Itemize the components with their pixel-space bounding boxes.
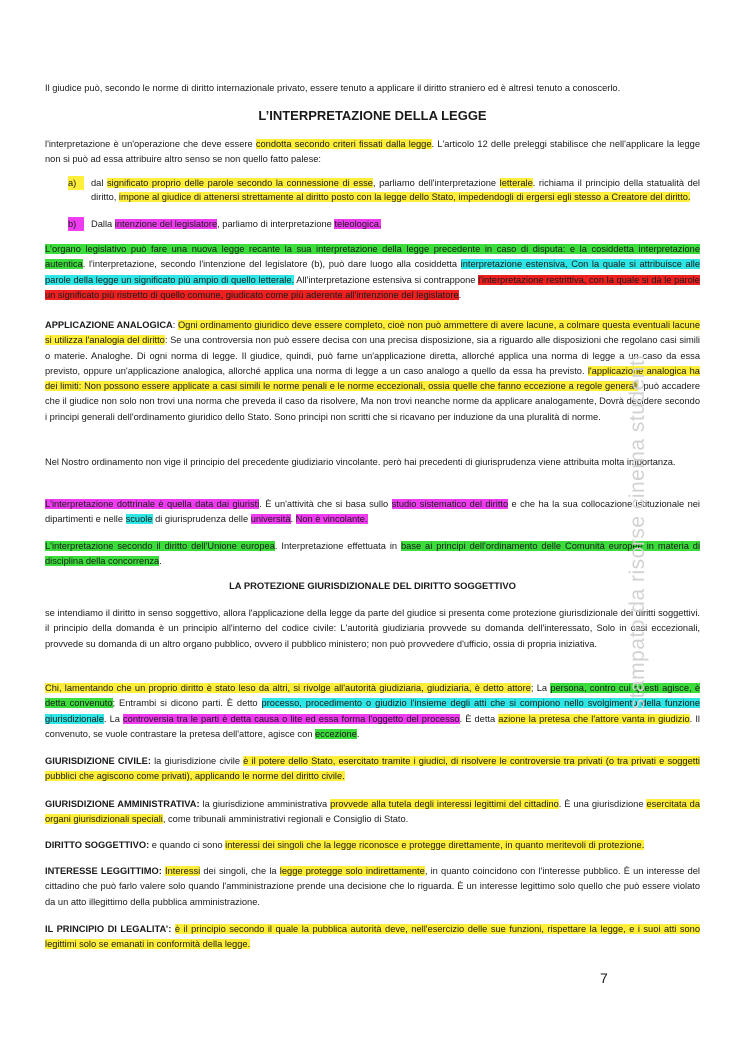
text: , parliamo di interpretazione (217, 219, 335, 229)
highlight: studio sistematico del diritto (391, 499, 509, 509)
highlight: L'interpretazione dottrinale è quella data dai giuristi (45, 499, 260, 509)
paragraph-civil-jurisdiction (45, 754, 700, 785)
paragraph-legitimate-interest (45, 864, 700, 910)
highlight: controversia tra le parti è detta causa o lite ed essa forma l'oggetto del processo (123, 713, 460, 724)
text: . (290, 514, 296, 525)
highlight: legge protegge solo indirettamente (279, 866, 425, 876)
highlight: università (250, 514, 291, 525)
text: , parliamo dell'interpretazione (372, 178, 500, 188)
paragraph-precedent: Nel Nostro ordinamento non vige il principio del precedente giudiziario vincolante. però hai precedenti di giurisprudenza viene attribuita molta importanza. (45, 457, 676, 467)
text: . (356, 728, 360, 739)
text: . È un'attività che si basa sullo (259, 499, 392, 509)
text: e quando ci sono (149, 840, 226, 850)
text: l'interpretazione è un'operazione che deve essere (45, 139, 256, 149)
highlight: significato proprio delle parole secondo la connessione di esse (107, 178, 373, 188)
highlight: base ai principi dell'ordinamento delle Comunità europee in materia di disciplina della concorrenza (45, 541, 701, 567)
highlight: provvede alla tutela degli interessi legittimi del cittadino (330, 799, 559, 809)
paragraph-analogical-application (45, 318, 700, 425)
paragraph-eu-interpretation (45, 539, 700, 570)
text: . l'interpretazione, secondo l'intenzione del legislatore (b), può dare luogo alla cosiddetta (82, 259, 461, 270)
highlight: condotta secondo criteri fissati dalla legge (255, 139, 432, 149)
list-item-a (70, 176, 700, 204)
text: ; Entrambi si dicono parti. È detto (112, 698, 262, 709)
highlight: l'applicazione analogica ha dei limiti: Non possono essere applicate a casi simili le norme penali e le norme eccezionali, ossia quelle che fanno eccezione a regole generali (45, 365, 700, 392)
text: : Se una controversia non può essere decisa con una precisa disposizione, sia a riguardo alle disposizioni che regolano casi simili o materie. Analoghe. Di ogni norma di legge. Il giudice, quindi, può farne un'applicazione diretta, allorché applica una norma di legge a un caso da essa previsto, oppure un'applicazione analogica, allorché applica una norma di legge a un caso analogo a quello da essa ha previsto. (45, 335, 700, 376)
text: dei singoli, che la (200, 866, 280, 876)
text: . Interpretazione effettuata in (274, 541, 401, 551)
highlight: l'interpretazione restrittiva, con la quale si dà le parole un significato più ristretto di quello comune, giudicato come più aderente all'intenzione del legislatore (45, 274, 700, 300)
highlight: Chi, lamentando che un proprio diritto è stato leso da altri, si rivolge all'autorità giudiziaria, giudiziaria, è detto attore (45, 683, 531, 693)
text: la giurisdizione civile (150, 756, 244, 766)
paragraph-doctrinal-interpretation (45, 497, 700, 528)
highlight: è il principio secondo il quale la pubblica autorità deve, nell'esercizio delle sue funzioni, rispettare la legge, e i suoi atti sono legittimi solo se emanati in conformità della legge. (45, 924, 700, 950)
highlight: L'organo legislativo può fare una nuova legge recante la sua interpretazione della legge precedente in caso di disputa: e la cosiddetta interpretazione autentica (45, 244, 700, 270)
text: di giurisprudenza delle (152, 514, 251, 525)
paragraph-jurisdictional-protection: se intendiamo il diritto in senso soggettivo, allora l'applicazione della legge da parte del giudice si presenta come protezione giurisdizionale dei diritti soggettivi. il principio della domanda è un principio all'interno del codice civile: L'autorità giudiziaria provvede su domanda dell'interessato, Solo in casi eccezionali, provvede su domanda di un altro organo pubblico, ovvero il pubblico ministero; non può provvedere d'ufficio, ossia di propria iniziativa. (45, 608, 700, 649)
text: . Il convenuto, se vuole contrastare la pretesa dell'attore, agisce con (45, 713, 700, 739)
highlight: scuole (125, 514, 153, 525)
paragraph-legality-principle (45, 922, 700, 953)
page-title: L’INTERPRETAZIONE DELLA LEGGE (258, 108, 487, 123)
text: . richiama il principio della statualità del diritto, (91, 178, 700, 202)
highlight: impone al giudice di attenersi strettamente al diritto posto con la legge dello Stato, impedendogli di ergersi egli stesso a Creatore del diritto. (118, 192, 691, 202)
section-label: INTERESSE LEGGITTIMO: (45, 866, 162, 876)
paragraph-process-parties (45, 681, 700, 742)
text: Dalla (91, 219, 115, 229)
highlight: interpretazione estensiva, Con la quale si attribuisce alle parole della legge un significato più ampio di quello letterale. (45, 259, 700, 285)
paragraph-administrative-jurisdiction (45, 797, 700, 828)
paragraph-interpretation-intro (45, 137, 700, 168)
list-item-b (70, 217, 700, 231)
text: ; La (530, 683, 551, 693)
text: . può accadere che il giudice non solo non trovi una norma che preveda il caso da risolvere, Ma non trovi neanche norme da applicare analogamente, Dovrà decidere secondo i principi generali dell'ordinamento giuridico dello Stato. Sono principi non scritti che si ricavano per induzione da una pluralità di norme. (45, 381, 700, 422)
section-label: IL PRINCIPIO DI LEGALITA’: (45, 924, 172, 934)
highlight: L'interpretazione secondo il diritto dell'Unione europea (45, 541, 275, 551)
section-title: LA PROTEZIONE GIURISDIZIONALE DEL DIRITTO SOGGETTIVO (229, 580, 516, 591)
text: , come tribunali amministrativi regionali e Consiglio di Stato. (162, 814, 409, 825)
highlight: intenzione del legislatore (114, 219, 218, 229)
section-label: DIRITTO SOGGETTIVO: (45, 840, 150, 850)
text: . L'articolo 12 delle preleggi stabilisce che nell'applicare la legge non si può ad essa attribuire altro senso se non quello fatto palese: (45, 139, 700, 165)
highlight: interessi dei singoli che la legge riconosce e protegge direttamente, in quanto meritevoli di protezione. (225, 840, 645, 850)
highlight: processo, procedimento o giudizio l'insieme degli atti che si compiono nello svolgimento della funzione giurisdizionale (45, 698, 701, 724)
highlight: eccezione (315, 728, 357, 739)
text: : (172, 320, 178, 330)
intro-paragraph: Il giudice può, secondo le norme di diritto internazionale privato, essere tenuto a applicare il diritto straniero ed è altresì tenuto a conoscerlo. (45, 83, 621, 93)
text: . (159, 556, 162, 567)
list-marker: b) (68, 217, 84, 231)
text: la giurisdizione amministrativa (199, 799, 331, 809)
text: e che ha la sua collocazione istituzionale nei dipartimenti e nelle (45, 499, 700, 525)
list-marker: a) (68, 176, 84, 190)
text: dal (91, 178, 107, 188)
section-label: GIURISDIZIONE AMMINISTRATIVA: (45, 799, 200, 809)
document-page (45, 0, 700, 1052)
text: , in quanto coincidono con l'interesse pubblico. È un interesse del cittadino che può farlo valere solo quando l'amministrazione prende una decisione che lo riguarda. È un interesse legittimo solo quello che può essere violato da un atto illegittimo della pubblica amministrazione. (45, 866, 700, 907)
highlight: Non è vincolante. (295, 514, 368, 525)
highlight: teleologica. (334, 219, 382, 229)
highlight: è il potere dello Stato, esercitato tramite i giudici, di risolvere le controversie tra privati (o tra privati e soggetti pubblici che agiscono come privati), applicando le norme del diritto civile. (45, 756, 701, 782)
highlight: letterale (499, 178, 533, 188)
section-label: APPLICAZIONE ANALOGICA (45, 320, 173, 330)
page-number: 7 (600, 970, 608, 986)
highlight: Interessi (165, 866, 201, 876)
text: . La (103, 713, 124, 724)
text: . (458, 289, 462, 300)
text: . È detta (459, 713, 499, 724)
highlight: azione la pretesa che l'attore vanta in giudizio (498, 713, 690, 724)
highlight: Ogni ordinamento giuridico deve essere completo, cioè non può ammettere di avere lacune, a colmare questa eventuali lacune si utilizza l'analogia del diritto (45, 320, 701, 346)
text: . È una giurisdizione (558, 799, 647, 809)
watermark-text: stampato da risorse cinema studenti (626, 354, 649, 710)
paragraph-authentic-interpretation (45, 242, 700, 303)
text: All'interpretazione estensiva si contrappone (294, 274, 479, 285)
highlight: persona, contro cui questi agisce, è detta convenuto (45, 683, 701, 709)
paragraph-subjective-right (45, 838, 700, 853)
section-label: GIURISDIZIONE CIVILE: (45, 756, 151, 766)
highlight: esercitata da organi giurisdizionali speciali (45, 799, 701, 825)
